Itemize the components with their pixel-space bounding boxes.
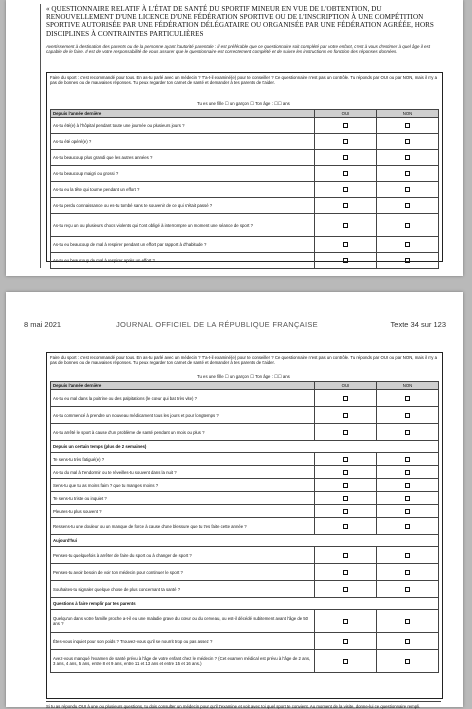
column-header-yes: OUI <box>315 110 377 118</box>
question-text: As-tu perdu connaissance ou es-tu tombé sans te souvenir de ce qui s'était passé ? <box>51 198 315 214</box>
yes-checkbox[interactable] <box>343 659 348 664</box>
question-text: As-tu commencé à prendre un nouveau médicament tous les jours et pour longtemps ? <box>51 407 315 424</box>
page-2 <box>6 292 463 707</box>
footer-instruction: Si tu as répondu OUI à une ou plusieurs questions, tu dois consulter un médecin pour qu'il t'examine et voit avec toi quel sport te convient. Au moment de la visite, donne-lui ce questionnaire rempli. <box>46 701 441 709</box>
questionnaire-intro: Faire du sport : c'est recommandé pour tous. En as-tu parlé avec un médecin ? T'a-t-il examiné(e) pour te conseiller ? Ce questionnaire n'est pas un contrôle. Tu réponds par OUI ou par NON, mais il n'y a pas de bonnes ou de mauvaises réponses. Tu peux regarder ton carnet de santé et demander à tes parents de t'aider. <box>50 355 438 366</box>
section-row <box>51 441 439 453</box>
table-row <box>51 547 439 564</box>
questionnaire-box <box>46 352 443 699</box>
section-row <box>51 598 439 610</box>
question-text: Souhaites-tu signaler quelque chose de plus concernant ta santé ? <box>51 581 315 598</box>
margin-rule <box>40 4 41 268</box>
yes-checkbox[interactable] <box>343 639 348 644</box>
table-row <box>51 479 439 492</box>
question-text: As-tu eu beaucoup de mal à respirer pendant un effort par rapport à d'habitude ? <box>51 237 315 253</box>
question-text: As-tu eu mal dans la poitrine ou des palpitations (le cœur qui bat très vite) ? <box>51 390 315 407</box>
sex-age-line: Tu es une fille ☐ un garçon ☐ Ton âge : ☐☐ ans <box>197 101 290 106</box>
yes-checkbox[interactable] <box>343 123 348 128</box>
yes-checkbox[interactable] <box>343 223 348 228</box>
table-row <box>51 610 439 633</box>
question-text: Avez-vous manqué l'examen de santé prévu à l'âge de votre enfant chez le médecin ? (Cet examen médical est prévu à l'âge de 2 ans, 3 ans, 4 ans, 5 ans, entre 8 et 9 ans, entre 11 et 13 ans et entre 15 et 16 ans.) <box>51 650 315 673</box>
question-text: Ressens-tu une douleur ou un manque de force à cause d'une blessure que tu t'es faite cette année ? <box>51 518 315 535</box>
no-checkbox[interactable] <box>405 242 410 247</box>
table-row <box>51 118 439 134</box>
table-row <box>51 505 439 518</box>
question-text: Penses-tu avoir besoin de voir ton médecin pour continuer le sport ? <box>51 564 315 581</box>
question-text: Te sens-tu très fatigué(e) ? <box>51 453 315 466</box>
section-row <box>51 535 439 547</box>
yes-checkbox[interactable] <box>343 496 348 501</box>
table-row <box>51 466 439 479</box>
yes-checkbox[interactable] <box>343 587 348 592</box>
table-row <box>51 564 439 581</box>
yes-checkbox[interactable] <box>343 553 348 558</box>
text-number: Texte 34 sur 123 <box>390 320 446 329</box>
column-header-no: NON <box>377 382 439 390</box>
question-text: Quelqu'un dans votre famille proche a-t-il eu une maladie grave du cœur ou du cerveau, ou est-il décédé subitement avant l'âge de 50 ans ? <box>51 610 315 633</box>
question-text: As-tu beaucoup plus grandi que les autres années ? <box>51 150 315 166</box>
no-checkbox[interactable] <box>405 509 410 514</box>
table-row <box>51 407 439 424</box>
no-checkbox[interactable] <box>405 483 410 488</box>
no-checkbox[interactable] <box>405 570 410 575</box>
column-header-yes: OUI <box>315 382 377 390</box>
no-checkbox[interactable] <box>405 187 410 192</box>
question-text: As-tu été(e) à l'hôpital pendant toute une journée ou plusieurs jours ? <box>51 118 315 134</box>
table-row <box>51 150 439 166</box>
yes-checkbox[interactable] <box>343 430 348 435</box>
no-checkbox[interactable] <box>405 457 410 462</box>
table-row <box>51 166 439 182</box>
questions-table <box>50 109 439 269</box>
table-row <box>51 453 439 466</box>
no-checkbox[interactable] <box>405 139 410 144</box>
section-heading: Depuis un certain temps (plus de 2 semaines) <box>51 441 439 453</box>
no-checkbox[interactable] <box>405 553 410 558</box>
yes-checkbox[interactable] <box>343 457 348 462</box>
no-checkbox[interactable] <box>405 470 410 475</box>
no-checkbox[interactable] <box>405 524 410 529</box>
no-checkbox[interactable] <box>405 639 410 644</box>
table-row <box>51 633 439 650</box>
no-checkbox[interactable] <box>405 659 410 664</box>
yes-checkbox[interactable] <box>343 570 348 575</box>
parent-warning: Avertissement à destination des parents ou de la personne ayant l'autorité parentale : il est préférable que ce questionnaire soit complété par votre enfant, c'est à vous d'estimer à quel âge il est capable de le faire. Il est de votre responsabilité de vous assurer que le questionnaire est correctement complété et de suivre les instructions en fonction des réponses données. <box>46 44 430 55</box>
question-text: As-tu reçu un ou plusieurs chocs violents qui t'ont obligé à interrompre un moment une séance de sport ? <box>51 214 315 237</box>
table-row <box>51 424 439 441</box>
question-text: Te sens-tu triste ou inquiet ? <box>51 492 315 505</box>
question-text: As-tu été opéré(e) ? <box>51 134 315 150</box>
no-checkbox[interactable] <box>405 587 410 592</box>
yes-checkbox[interactable] <box>343 396 348 401</box>
yes-checkbox[interactable] <box>343 187 348 192</box>
table-row <box>51 253 439 269</box>
yes-checkbox[interactable] <box>343 509 348 514</box>
table-row <box>51 518 439 535</box>
no-checkbox[interactable] <box>405 223 410 228</box>
column-header-period: Depuis l'année dernière <box>51 382 315 390</box>
column-header-period: Depuis l'année dernière <box>51 110 315 118</box>
no-checkbox[interactable] <box>405 171 410 176</box>
question-text: Penses-tu quelquefois à arrêter de faire du sport ou à changer de sport ? <box>51 547 315 564</box>
no-checkbox[interactable] <box>405 413 410 418</box>
table-row <box>51 214 439 237</box>
yes-checkbox[interactable] <box>343 139 348 144</box>
yes-checkbox[interactable] <box>343 242 348 247</box>
yes-checkbox[interactable] <box>343 524 348 529</box>
yes-checkbox[interactable] <box>343 171 348 176</box>
yes-checkbox[interactable] <box>343 155 348 160</box>
yes-checkbox[interactable] <box>343 619 348 624</box>
question-text: Êtes-vous inquiet pour son poids ? Trouvez-vous qu'il se nourrit trop ou pas assez ? <box>51 633 315 650</box>
question-text: As-tu beaucoup maigri ou grossi ? <box>51 166 315 182</box>
table-row <box>51 237 439 253</box>
question-text: As-tu eu beaucoup de mal à respirer après un effort ? <box>51 253 315 269</box>
questionnaire-intro: Faire du sport : c'est recommandé pour tous. En as-tu parlé avec un médecin ? T'a-t-il examiné(e) pour te conseiller ? Ce questionnaire n'est pas un contrôle. Tu réponds par OUI ou par NON, mais il n'y a pas de bonnes ou de mauvaises réponses. Tu peux regarder ton carnet de santé et demander à tes parents de t'aider. <box>50 75 438 86</box>
sex-age-line: Tu es une fille ☐ un garçon ☐ Ton âge : ☐☐ ans <box>197 374 290 379</box>
no-checkbox[interactable] <box>405 619 410 624</box>
no-checkbox[interactable] <box>405 123 410 128</box>
question-text: Pleures-tu plus souvent ? <box>51 505 315 518</box>
table-row <box>51 134 439 150</box>
questionnaire-box <box>46 72 443 262</box>
question-text: Sens-tu que tu as moins faim ? que tu manges moins ? <box>51 479 315 492</box>
section-heading: Questions à faire remplir par tes parents <box>51 598 439 610</box>
table-row <box>51 198 439 214</box>
section-heading: Aujourd'hui <box>51 535 439 547</box>
table-row <box>51 182 439 198</box>
no-checkbox[interactable] <box>405 203 410 208</box>
page-1 <box>6 0 463 276</box>
questions-table <box>50 381 439 673</box>
table-row <box>51 581 439 598</box>
journal-name: JOURNAL OFFICIEL DE LA RÉPUBLIQUE FRANÇAISE <box>116 320 318 329</box>
yes-checkbox[interactable] <box>343 203 348 208</box>
table-row <box>51 650 439 673</box>
publication-date: 8 mai 2021 <box>24 320 62 329</box>
yes-checkbox[interactable] <box>343 470 348 475</box>
yes-checkbox[interactable] <box>343 413 348 418</box>
no-checkbox[interactable] <box>405 496 410 501</box>
no-checkbox[interactable] <box>405 258 410 263</box>
table-row <box>51 492 439 505</box>
question-text: As-tu du mal à t'endormir ou te réveilles-tu souvent dans la nuit ? <box>51 466 315 479</box>
question-text: As-tu eu la tête qui tourne pendant un effort ? <box>51 182 315 198</box>
questionnaire-title: « QUESTIONNAIRE RELATIF À L'ÉTAT DE SANTÉ DU SPORTIF MINEUR EN VUE DE L'OBTENTION, DU RENOUVELLEMENT D'UNE LICENCE D'UNE FÉDÉRATION SPORTIVE OU DE L'INSCRIPTION À UNE COMPÉTITION SPORTIVE AUTORISÉE PAR UNE FÉDÉRATION DÉLÉGATAIRE OU ORGANISÉE PAR UNE FÉDÉRATION AGRÉÉE, HORS DISCIPLINES À CONTRAINTES PARTICULIÈRES <box>46 5 434 38</box>
yes-checkbox[interactable] <box>343 483 348 488</box>
yes-checkbox[interactable] <box>343 258 348 263</box>
question-text: As-tu arrêté le sport à cause d'un problème de santé pendant un mois ou plus ? <box>51 424 315 441</box>
no-checkbox[interactable] <box>405 155 410 160</box>
column-header-no: NON <box>377 110 439 118</box>
table-row <box>51 390 439 407</box>
no-checkbox[interactable] <box>405 396 410 401</box>
no-checkbox[interactable] <box>405 430 410 435</box>
